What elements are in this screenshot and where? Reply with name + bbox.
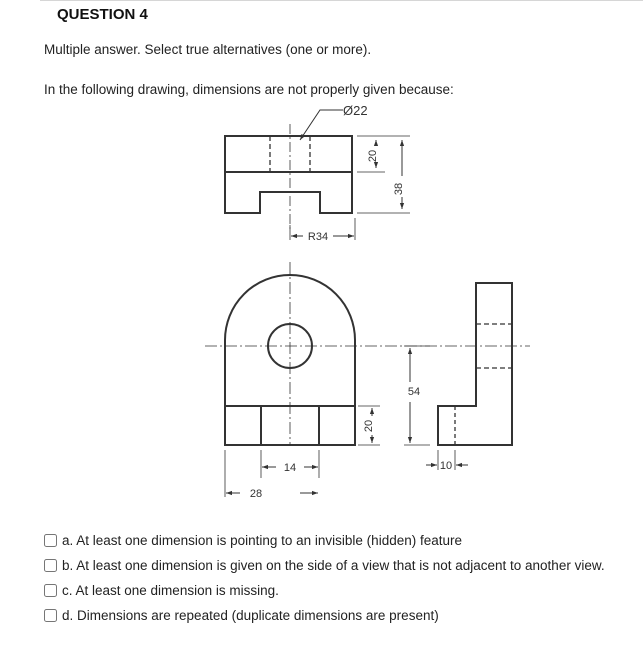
dim-38-label: 38 [393, 182, 405, 196]
option-b[interactable] [44, 553, 605, 578]
option-d-label: d. Dimensions are repeated (duplicate dimensions are present) [62, 608, 439, 623]
diameter-label: Ø22 [343, 103, 368, 118]
option-c-checkbox[interactable] [44, 584, 57, 597]
top-divider [40, 0, 643, 1]
option-a[interactable] [44, 528, 605, 553]
question-instruction: Multiple answer. Select true alternatives (one or more). [44, 42, 372, 57]
question-title: QUESTION 4 [57, 6, 148, 23]
option-b-label: b. At least one dimension is given on the side of a view that is not adjacent to another view. [62, 558, 605, 573]
option-b-checkbox[interactable] [44, 559, 57, 572]
radius-label: R34 [307, 231, 329, 243]
option-c[interactable] [44, 578, 605, 603]
dim-20-top-label: 20 [367, 149, 379, 163]
option-a-label: a. At least one dimension is pointing to an invisible (hidden) feature [62, 533, 462, 548]
option-a-checkbox[interactable] [44, 534, 57, 547]
dim-10-label: 10 [439, 460, 453, 472]
dim-28-label: 28 [249, 488, 263, 500]
option-c-label: c. At least one dimension is missing. [62, 583, 279, 598]
answer-options [44, 528, 605, 628]
side-view [404, 283, 512, 470]
option-d-checkbox[interactable] [44, 609, 57, 622]
front-view [205, 262, 530, 497]
dim-20-bottom-label: 20 [363, 419, 375, 433]
question-prompt: In the following drawing, dimensions are not properly given because: [44, 82, 454, 97]
technical-drawing [195, 95, 540, 510]
top-view [225, 110, 410, 240]
option-d[interactable] [44, 603, 605, 628]
dim-14-label: 14 [283, 462, 297, 474]
dim-54-label: 54 [407, 386, 421, 398]
